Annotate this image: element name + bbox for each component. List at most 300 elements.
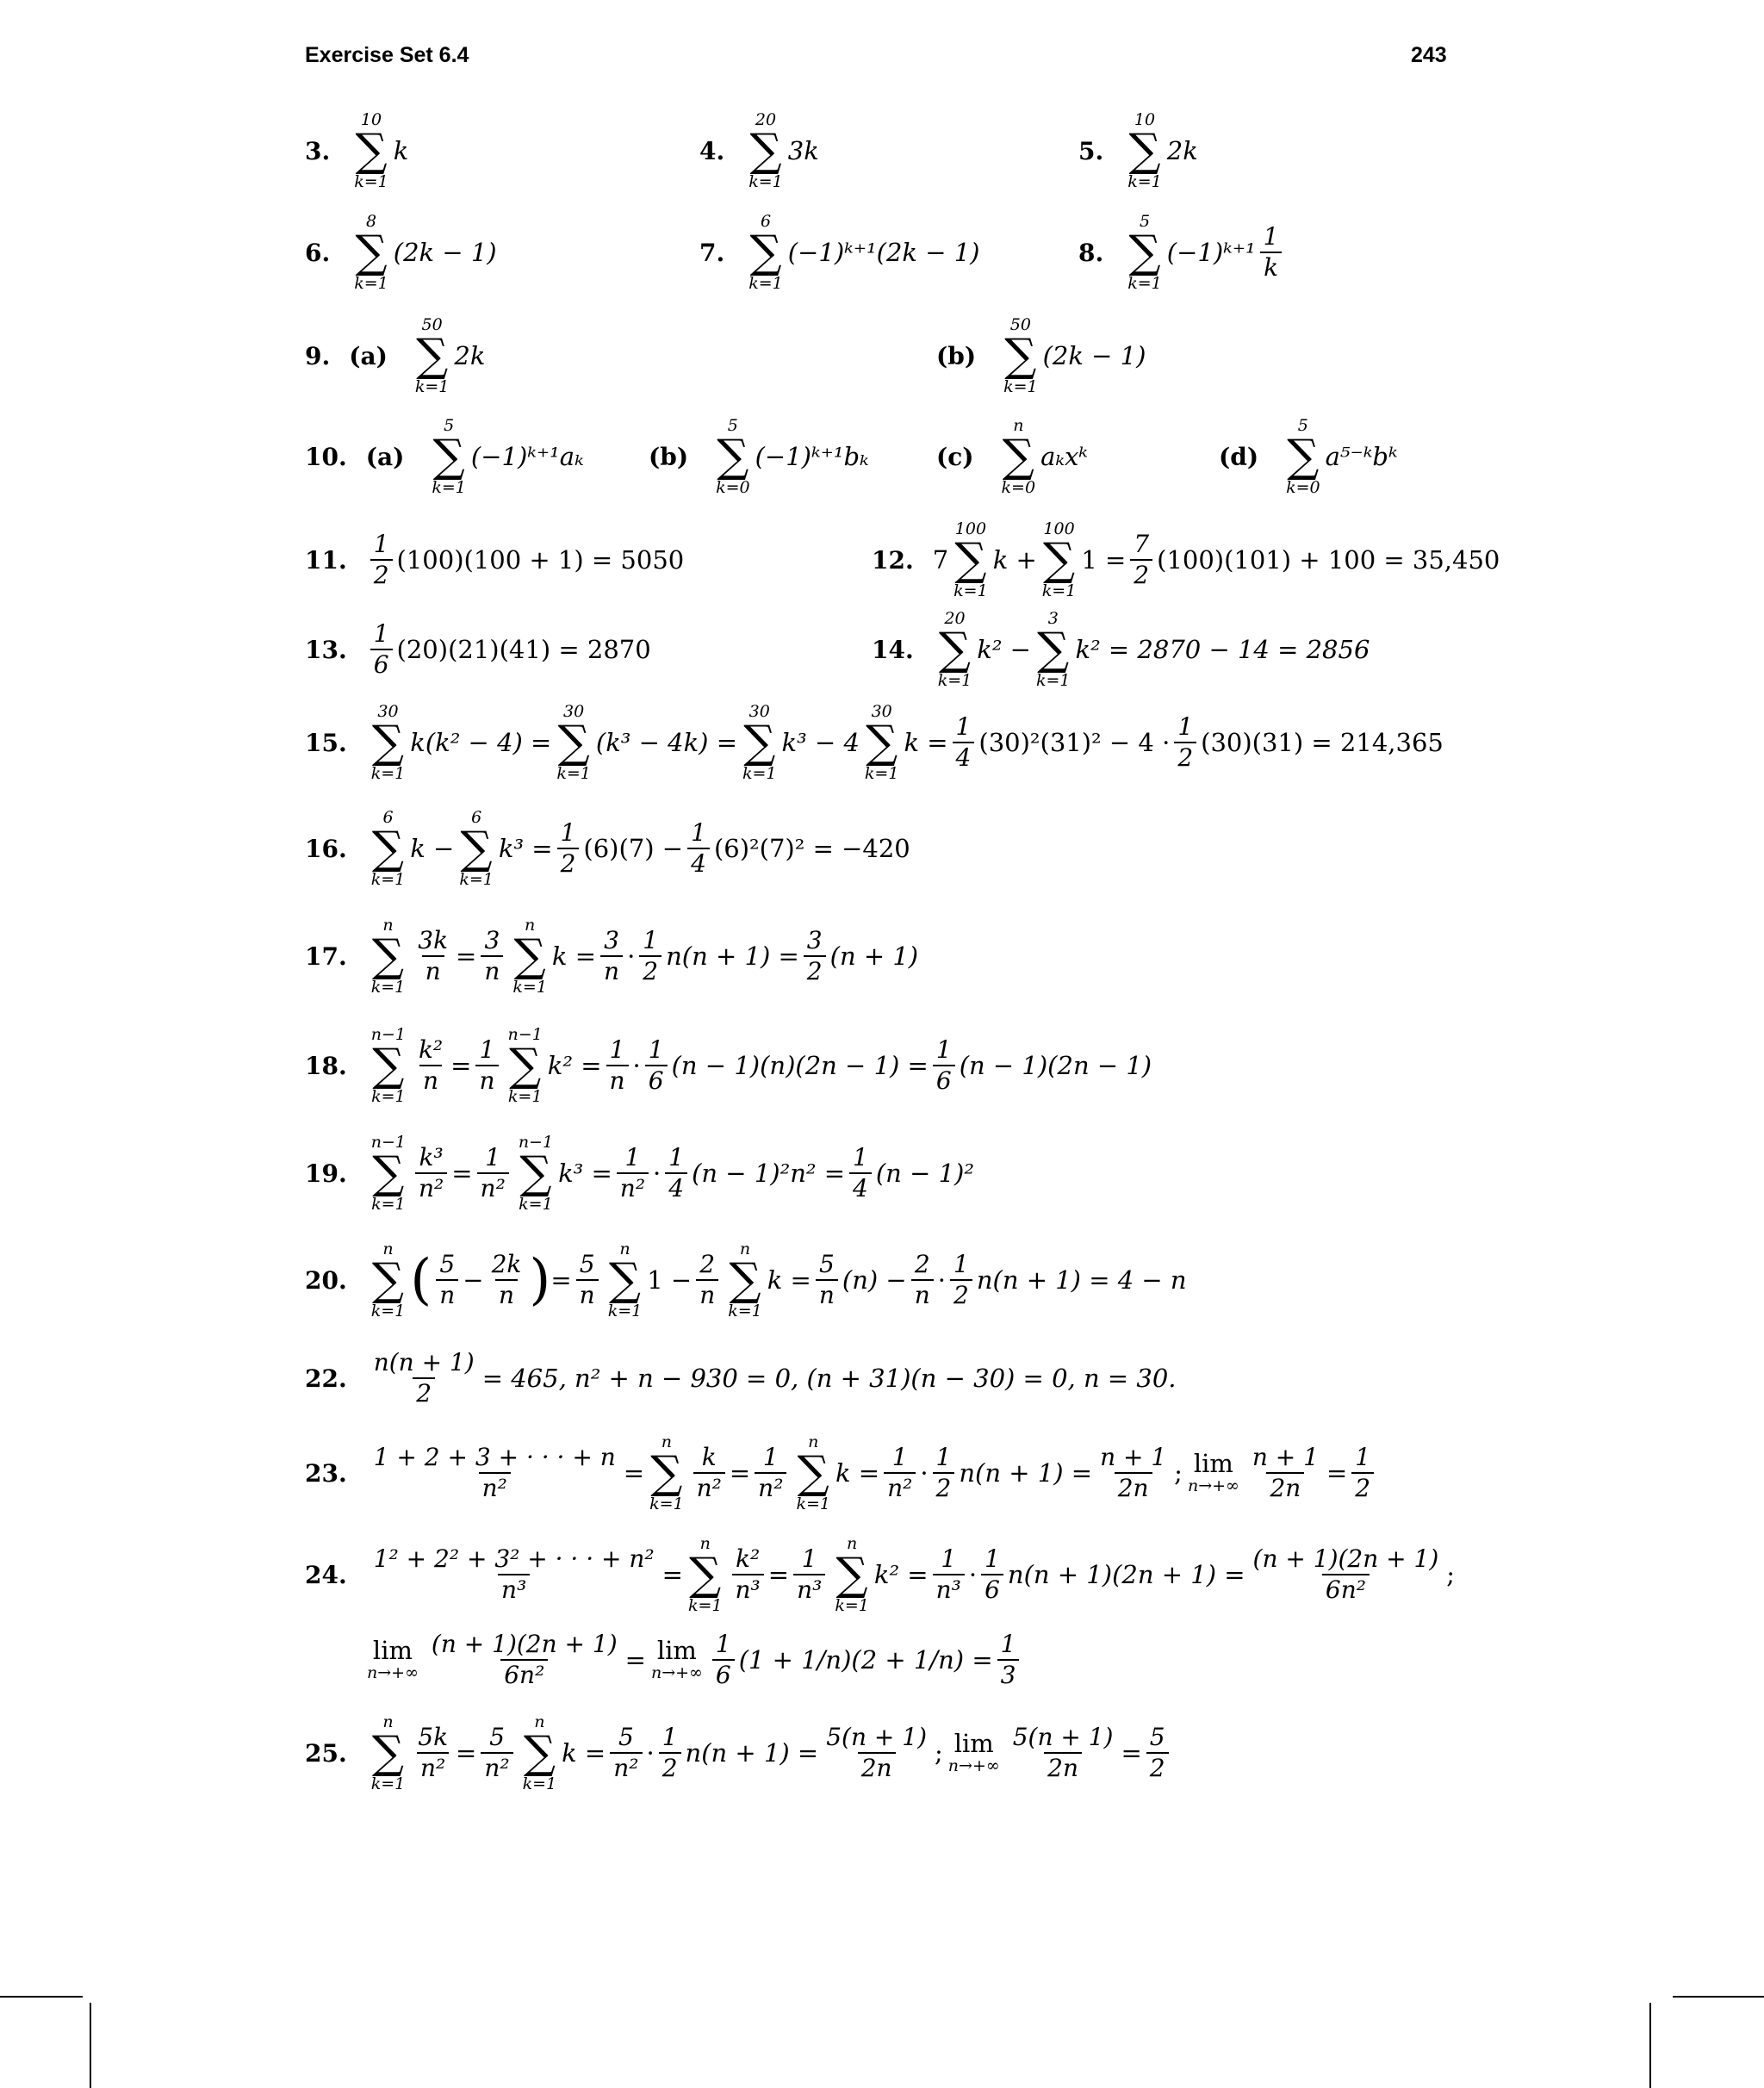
fraction-denominator: 2 xyxy=(950,1279,972,1310)
math-symbol: · xyxy=(937,1265,946,1295)
fraction-numerator: n + 1 xyxy=(1252,1443,1319,1471)
sigma-symbol: ∑ xyxy=(1037,624,1070,675)
exercise-number: 15. xyxy=(305,728,347,757)
summation-upper-limit: 5 xyxy=(1297,416,1308,435)
fraction-denominator: 2n xyxy=(858,1752,896,1783)
sigma-symbol: ∑ xyxy=(717,431,749,482)
fraction xyxy=(933,1443,955,1503)
fraction-denominator: n xyxy=(419,1065,442,1096)
summation-lower-limit: k=1 xyxy=(370,978,406,997)
fraction-numerator: 1 xyxy=(373,619,389,648)
summation xyxy=(415,315,450,396)
fraction xyxy=(645,1035,668,1096)
fraction-numerator: 2k xyxy=(491,1250,522,1278)
fraction-denominator: n xyxy=(816,1279,838,1310)
math-symbol: (100)(100 + 1) = 5050 xyxy=(396,545,685,575)
fraction-denominator: n³ xyxy=(732,1574,764,1605)
math-symbol: = xyxy=(456,941,477,971)
fraction-numerator: 2 xyxy=(699,1250,716,1278)
fraction xyxy=(488,1250,525,1310)
fraction-numerator: 7 xyxy=(1134,530,1150,558)
math-text: 3k xyxy=(787,136,819,165)
summation-upper-limit: n xyxy=(382,1712,394,1731)
exercise-block xyxy=(305,1237,1187,1323)
fraction-denominator: 4 xyxy=(849,1172,872,1203)
summation-upper-limit: n−1 xyxy=(370,1025,406,1044)
math-text: k² = xyxy=(547,1051,602,1080)
exercise-number: 16. xyxy=(305,834,347,863)
exercise-number: 8. xyxy=(1078,238,1104,267)
summation-lower-limit: k=0 xyxy=(1286,478,1320,497)
summation xyxy=(953,519,988,600)
summation xyxy=(512,916,547,997)
fraction-denominator: n xyxy=(696,1279,718,1310)
math-text: k³ = xyxy=(558,1159,612,1188)
summation-lower-limit: k=1 xyxy=(1003,377,1038,396)
crop-mark xyxy=(1649,2003,1651,2088)
math-text: (n − 1)(n)(2n − 1) = xyxy=(671,1051,929,1080)
summation xyxy=(742,702,777,783)
math-symbol: · xyxy=(627,941,636,971)
fraction xyxy=(712,1630,735,1690)
fraction-denominator: n³ xyxy=(933,1574,965,1605)
fraction-numerator: 1 xyxy=(715,1630,731,1658)
summation xyxy=(865,702,899,783)
math-symbol: ; xyxy=(935,1738,943,1768)
exercise-row xyxy=(0,1430,1764,1516)
exercise-block xyxy=(1078,108,1198,194)
summation-lower-limit: k=1 xyxy=(687,1596,723,1615)
math-text: a⁵⁻ᵏbᵏ xyxy=(1325,442,1398,471)
fraction-denominator: n² xyxy=(884,1472,916,1503)
math-text: (2k − 1) xyxy=(1042,341,1146,370)
fraction-numerator: 3k xyxy=(418,926,449,954)
exercise-number: 25. xyxy=(305,1738,347,1768)
math-symbol: ; xyxy=(1174,1458,1183,1488)
sigma-symbol: ∑ xyxy=(557,717,590,768)
math-text: k² − xyxy=(977,635,1031,664)
summation xyxy=(1127,212,1162,293)
summation xyxy=(354,110,388,191)
fraction-denominator: n xyxy=(606,1065,629,1096)
exercise-row xyxy=(0,1022,1764,1109)
fraction-numerator: 1² + 2² + 3² + · · · + n² xyxy=(373,1544,655,1573)
fraction-denominator: 2 xyxy=(557,848,580,879)
summation xyxy=(371,1240,406,1321)
sigma-symbol: ∑ xyxy=(416,330,449,382)
fraction xyxy=(370,1348,478,1408)
summation-upper-limit: 8 xyxy=(365,212,377,231)
summation-upper-limit: 6 xyxy=(382,808,394,827)
fraction-numerator: 5 xyxy=(1149,1723,1165,1751)
fraction xyxy=(1096,1443,1170,1503)
math-text: k xyxy=(393,136,409,165)
exercise-block xyxy=(305,1710,1173,1796)
fraction-denominator: 2 xyxy=(933,1472,955,1503)
summation-lower-limit: k=0 xyxy=(716,478,750,497)
summation xyxy=(796,1432,830,1513)
fraction-numerator: k³ xyxy=(419,1143,444,1171)
fraction xyxy=(696,1250,718,1310)
exercise-number: 22. xyxy=(305,1364,347,1393)
math-text: k = xyxy=(835,1458,880,1488)
exercise-number: 24. xyxy=(305,1560,347,1589)
fraction xyxy=(370,530,393,590)
fraction-numerator: 5 xyxy=(489,1723,505,1751)
fraction-numerator: 1 xyxy=(935,1443,952,1471)
summation-upper-limit: 30 xyxy=(563,702,585,721)
sigma-symbol: ∑ xyxy=(938,624,972,675)
limit-subscript: n→+∞ xyxy=(947,1756,1000,1775)
sigma-symbol: ∑ xyxy=(371,1727,405,1779)
fraction-numerator: k xyxy=(701,1443,717,1471)
fraction xyxy=(576,1250,599,1310)
math-symbol: 7 xyxy=(932,545,949,575)
summation xyxy=(432,416,466,497)
summation-lower-limit: k=1 xyxy=(953,581,988,600)
summation-upper-limit: 50 xyxy=(1009,315,1031,334)
fraction xyxy=(481,926,503,986)
exercise-number: 10. xyxy=(305,442,347,471)
fraction xyxy=(1146,1723,1169,1783)
summation xyxy=(716,416,750,497)
summation-upper-limit: n−1 xyxy=(507,1025,543,1044)
sigma-symbol: ∑ xyxy=(355,227,388,278)
summation-lower-limit: k=1 xyxy=(607,1302,643,1321)
exercise-block xyxy=(1078,209,1286,295)
summation-lower-limit: k=1 xyxy=(459,870,494,889)
fraction xyxy=(687,818,710,879)
crop-mark xyxy=(90,2003,91,2088)
fraction xyxy=(610,1723,642,1783)
limit-subscript: n→+∞ xyxy=(1187,1476,1239,1495)
math-text: 2k xyxy=(454,341,486,370)
fraction xyxy=(933,1544,965,1605)
math-text: (n − 1)²n² = xyxy=(692,1159,846,1188)
summation-lower-limit: k=1 xyxy=(649,1495,684,1513)
crop-mark xyxy=(0,1996,83,1998)
summation-upper-limit: 30 xyxy=(748,702,770,721)
fraction xyxy=(884,1443,916,1503)
math-symbol: = xyxy=(550,1265,572,1295)
fraction-denominator: 2 xyxy=(1351,1472,1374,1503)
exercise-number: 18. xyxy=(305,1051,347,1080)
fraction-denominator: 6 xyxy=(645,1065,668,1096)
summation-lower-limit: k=0 xyxy=(1001,478,1036,497)
summation-lower-limit: k=1 xyxy=(370,764,406,783)
fraction-numerator: k² xyxy=(736,1544,761,1573)
fraction-numerator: 5k xyxy=(418,1723,449,1751)
summation-lower-limit: k=1 xyxy=(512,978,547,997)
fraction xyxy=(659,1723,681,1783)
summation-lower-limit: k=1 xyxy=(354,172,388,191)
exercise-number: 17. xyxy=(305,941,347,971)
fraction xyxy=(953,712,975,773)
fraction-denominator: n xyxy=(436,1279,458,1310)
fraction-numerator: 1 xyxy=(624,1143,641,1171)
fraction-numerator: 5(n + 1) xyxy=(826,1723,928,1751)
math-text: n(n + 1) = xyxy=(666,941,799,971)
limit-text: lim xyxy=(953,1729,994,1758)
summation xyxy=(519,1133,553,1214)
sigma-symbol: ∑ xyxy=(355,125,388,177)
fraction xyxy=(370,1443,619,1503)
summation-upper-limit: n xyxy=(699,1534,711,1553)
fraction xyxy=(557,818,580,879)
summation xyxy=(371,916,406,997)
fraction-denominator: n² xyxy=(477,1172,509,1203)
fraction xyxy=(1130,530,1152,590)
exercise-block xyxy=(305,313,485,399)
summation-lower-limit: k=1 xyxy=(556,764,591,783)
exercise-block xyxy=(699,108,819,194)
exercise-block xyxy=(872,517,1500,603)
fraction-numerator: 1 xyxy=(762,1443,779,1471)
math-symbol: · xyxy=(968,1560,978,1589)
fraction xyxy=(370,1544,658,1605)
sigma-symbol: ∑ xyxy=(835,1549,868,1600)
fraction-denominator: n² xyxy=(610,1752,642,1783)
summation-upper-limit: n−1 xyxy=(518,1133,554,1152)
sigma-symbol: ∑ xyxy=(371,1254,405,1306)
summation-lower-limit: k=1 xyxy=(796,1495,830,1513)
math-symbol: ; xyxy=(1446,1560,1456,1589)
fraction-denominator: 4 xyxy=(953,742,975,773)
summation-upper-limit: 100 xyxy=(1043,519,1075,538)
fraction-denominator: n xyxy=(600,955,623,986)
summation-lower-limit: k=1 xyxy=(354,274,388,293)
right-paren: ) xyxy=(529,1248,551,1312)
fraction-numerator: 1 xyxy=(891,1443,908,1471)
exercise-number: 20. xyxy=(305,1265,347,1295)
math-text: (n + 1) xyxy=(829,941,919,971)
fraction-denominator: 4 xyxy=(687,848,710,879)
fraction-numerator: 3 xyxy=(604,926,619,954)
fraction xyxy=(804,926,826,986)
summation-upper-limit: 3 xyxy=(1047,609,1059,628)
summation-lower-limit: k=1 xyxy=(1041,581,1077,600)
exercise-block xyxy=(305,1022,1152,1109)
fraction-numerator: 1 xyxy=(1177,712,1194,741)
exercise-row xyxy=(0,699,1764,786)
math-text: (k³ − 4k) = xyxy=(595,728,737,757)
summation xyxy=(1042,519,1077,600)
summation xyxy=(371,1133,406,1214)
fraction xyxy=(600,926,623,986)
summation xyxy=(371,1025,406,1106)
exercise-block xyxy=(305,606,651,693)
summation-upper-limit: n xyxy=(619,1240,630,1258)
fraction-numerator: 1 xyxy=(1263,222,1279,251)
limit-operator xyxy=(948,1731,1000,1775)
summation xyxy=(728,1240,762,1321)
fraction xyxy=(793,1544,825,1605)
exercise-row xyxy=(0,1130,1764,1216)
fraction-denominator: 6 xyxy=(933,1065,955,1096)
fraction-denominator: n² xyxy=(617,1172,649,1203)
summation-lower-limit: k=1 xyxy=(370,1302,406,1321)
sigma-symbol: ∑ xyxy=(743,717,776,768)
exercise-number: 5. xyxy=(1078,136,1104,165)
sigma-symbol: ∑ xyxy=(797,1447,829,1499)
summation xyxy=(688,1534,723,1615)
exercise-row xyxy=(0,1532,1764,1618)
math-text: k + xyxy=(992,545,1037,575)
fraction-numerator: 3 xyxy=(806,926,823,954)
part-label: (a) xyxy=(365,442,405,471)
fraction-numerator: (n + 1)(2n + 1) xyxy=(431,1630,618,1658)
math-symbol: (6)²(7)² = −420 xyxy=(713,834,910,863)
sigma-symbol: ∑ xyxy=(689,1549,722,1600)
fraction xyxy=(665,1143,687,1203)
fraction-denominator: n xyxy=(481,955,503,986)
fraction-denominator: 2n xyxy=(1266,1472,1304,1503)
summation xyxy=(371,808,406,889)
fraction-numerator: k² xyxy=(418,1035,444,1064)
fraction-numerator: (n + 1)(2n + 1) xyxy=(1252,1544,1439,1573)
part-label: (c) xyxy=(936,442,974,471)
fraction-numerator: 2 xyxy=(914,1250,930,1278)
fraction-numerator: 1 xyxy=(648,1035,664,1064)
exercise-row xyxy=(0,413,1764,500)
fraction-numerator: 1 xyxy=(1000,1630,1016,1658)
exercise-row xyxy=(0,209,1764,295)
math-symbol: 1 = xyxy=(1081,545,1127,575)
math-text: k² = xyxy=(873,1560,929,1589)
fraction-numerator: 1 xyxy=(643,926,659,954)
fraction xyxy=(370,619,393,680)
summation-upper-limit: 5 xyxy=(1139,212,1151,231)
math-symbol: = xyxy=(623,1458,645,1488)
sigma-symbol: ∑ xyxy=(749,125,782,177)
math-symbol: = xyxy=(624,1645,646,1675)
sigma-symbol: ∑ xyxy=(1287,431,1320,482)
exercise-block xyxy=(1219,413,1398,500)
summation-upper-limit: n xyxy=(846,1534,858,1553)
summation xyxy=(1036,609,1071,690)
fraction xyxy=(606,1035,629,1096)
summation-upper-limit: n xyxy=(382,1240,394,1258)
sigma-symbol: ∑ xyxy=(749,227,782,278)
fraction xyxy=(617,1143,649,1203)
limit-text: lim xyxy=(1193,1449,1233,1478)
fraction-numerator: 1 xyxy=(691,818,706,847)
math-symbol: · xyxy=(632,1051,641,1080)
fraction-denominator: 2n xyxy=(1115,1472,1152,1503)
sigma-symbol: ∑ xyxy=(1004,330,1037,382)
summation xyxy=(459,808,494,889)
fraction-denominator: 3 xyxy=(997,1659,1020,1690)
fraction-denominator: n² xyxy=(417,1752,449,1783)
sigma-symbol: ∑ xyxy=(371,930,405,982)
exercise-block xyxy=(305,1344,1177,1413)
fraction xyxy=(849,1143,872,1203)
fraction xyxy=(414,926,451,986)
math-symbol: = xyxy=(456,1738,477,1768)
math-text: k = xyxy=(562,1738,606,1768)
summation-upper-limit: 5 xyxy=(444,416,455,435)
fraction-numerator: 5 xyxy=(818,1250,835,1278)
fraction-denominator: n xyxy=(495,1279,518,1310)
fraction-denominator: n xyxy=(475,1065,498,1096)
sigma-symbol: ∑ xyxy=(513,930,546,982)
fraction-numerator: 1 xyxy=(935,1035,952,1064)
summation-lower-limit: k=1 xyxy=(864,764,899,783)
fraction-denominator: 2n xyxy=(1044,1752,1082,1783)
math-text: n(n + 1) = xyxy=(685,1738,819,1768)
summation xyxy=(1002,416,1036,497)
summation xyxy=(354,212,388,293)
math-text: k(k² − 4) = xyxy=(410,728,552,757)
exercise-block xyxy=(305,1130,974,1216)
fraction xyxy=(436,1250,458,1310)
summation-lower-limit: k=1 xyxy=(937,671,972,690)
exercise-block xyxy=(305,913,918,999)
exercise-number: 13. xyxy=(305,635,347,664)
fraction-numerator: 3 xyxy=(484,926,500,954)
exercise-block xyxy=(305,209,497,295)
summation xyxy=(938,609,972,690)
exercise-block xyxy=(936,413,1088,500)
fraction-denominator: 6n² xyxy=(500,1659,548,1690)
summation xyxy=(1127,110,1162,191)
math-text: k² = 2870 − 14 = 2856 xyxy=(1075,635,1370,664)
fraction xyxy=(1009,1723,1117,1783)
math-symbol: (30)²(31)² − 4 · xyxy=(978,728,1171,757)
summation xyxy=(371,702,406,783)
fraction xyxy=(933,1035,955,1096)
part-label: (d) xyxy=(1219,442,1259,471)
sigma-symbol: ∑ xyxy=(371,717,405,768)
exercise-number: 19. xyxy=(305,1159,347,1188)
exercise-row xyxy=(0,1621,1764,1699)
fraction-denominator: 2 xyxy=(804,955,826,986)
fraction-denominator: 2 xyxy=(639,955,662,986)
sigma-symbol: ∑ xyxy=(372,1040,405,1091)
math-symbol: = xyxy=(767,1560,790,1589)
fraction-numerator: 1 xyxy=(1355,1443,1371,1471)
math-symbol: · xyxy=(653,1159,662,1188)
math-text: (n − 1)(2n − 1) xyxy=(959,1051,1152,1080)
summation-lower-limit: k=1 xyxy=(1127,172,1162,191)
summation-lower-limit: k=1 xyxy=(371,1195,406,1214)
part-label: (b) xyxy=(649,442,689,471)
limit-operator xyxy=(1188,1451,1239,1495)
sigma-symbol: ∑ xyxy=(1043,534,1076,586)
sigma-symbol: ∑ xyxy=(1128,125,1161,177)
fraction xyxy=(414,1723,451,1783)
math-symbol: · xyxy=(646,1738,655,1768)
sigma-symbol: ∑ xyxy=(650,1447,683,1499)
summation-upper-limit: n xyxy=(808,1432,819,1451)
math-symbol: = xyxy=(1121,1738,1142,1768)
exercise-number: 4. xyxy=(699,136,725,165)
summation xyxy=(523,1712,557,1793)
crop-mark xyxy=(1673,1996,1764,1998)
fraction-denominator: 2 xyxy=(370,559,393,590)
exercise-number: 23. xyxy=(305,1458,347,1488)
summation-lower-limit: k=1 xyxy=(414,377,450,396)
limit-subscript: n→+∞ xyxy=(650,1663,703,1682)
fraction xyxy=(997,1630,1020,1690)
math-text: (1 + 1/n)(2 + 1/n) = xyxy=(738,1645,993,1675)
fraction-denominator: n xyxy=(911,1279,934,1310)
exercise-number: 9. xyxy=(305,341,331,370)
summation xyxy=(1003,315,1038,396)
fraction-denominator: n xyxy=(422,955,444,986)
summation-upper-limit: n xyxy=(661,1432,672,1451)
exercise-block xyxy=(872,606,1370,693)
